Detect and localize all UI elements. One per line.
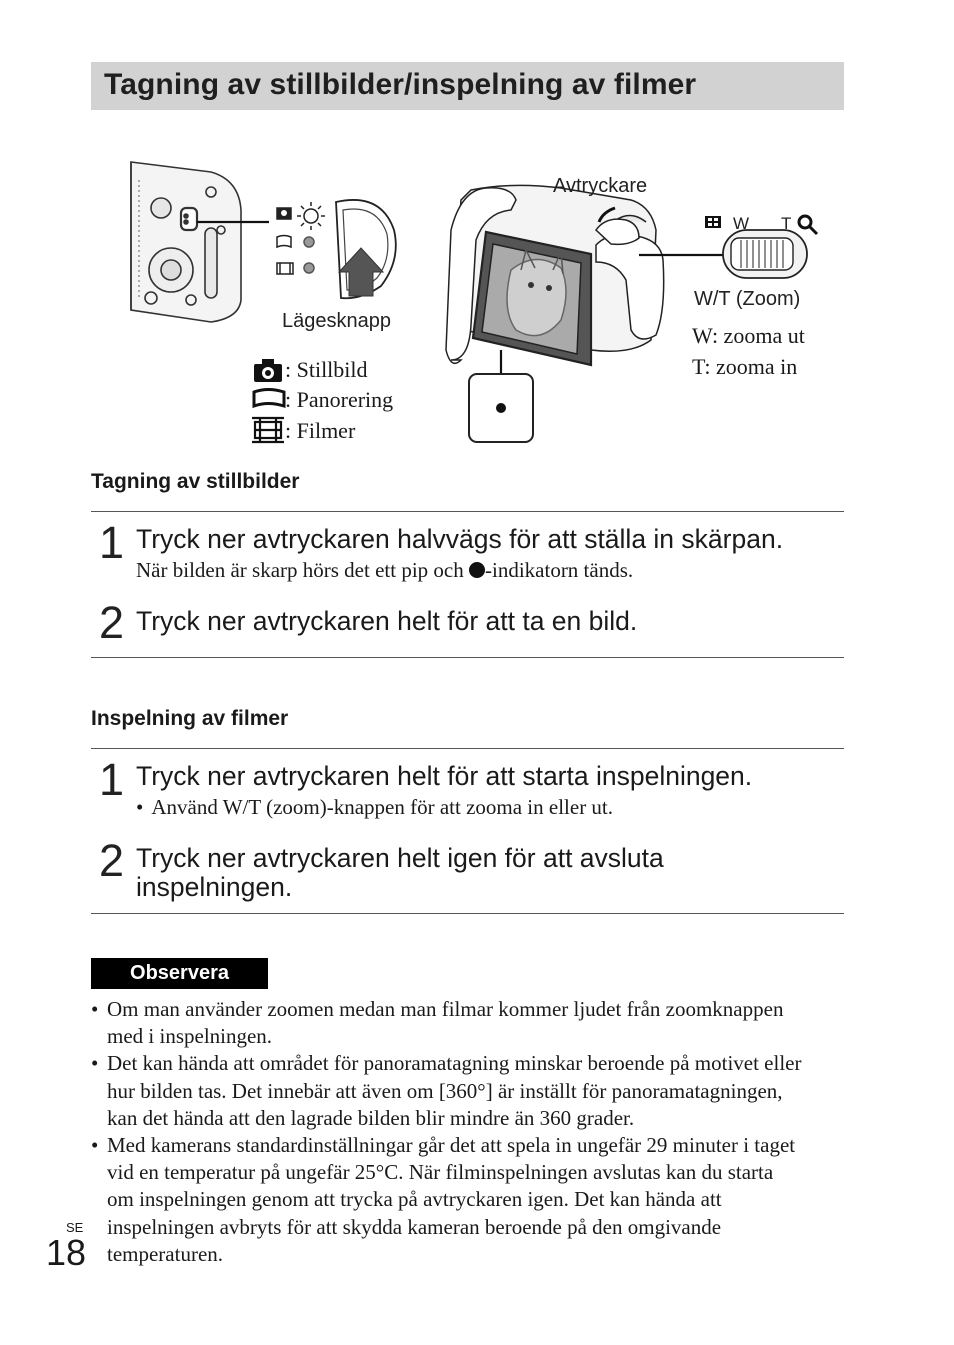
divider: [91, 511, 844, 512]
step-text: Tryck ner avtryckaren halvvägs för att ställa in skärpan.: [136, 524, 784, 554]
line: inspelningen avbryts för att skydda kameran beroende på den omgivande: [107, 1214, 722, 1239]
divider: [91, 913, 844, 914]
step-text-line: inspelningen.: [136, 872, 293, 902]
step-note-text: När bilden är skarp hörs det ett pip och: [136, 558, 469, 582]
list-item: [91, 1132, 851, 1268]
mode-label-panorama: : Panorering: [285, 387, 394, 412]
note-label-bar: [91, 958, 268, 989]
note-list: [91, 996, 851, 1268]
note-label: Observera: [130, 962, 229, 984]
zoom-t-desc: T: zooma in: [692, 354, 798, 379]
focus-indicator-callout: [469, 374, 533, 442]
step-text: Tryck ner avtryckaren helt för att ta en bild.: [136, 606, 638, 636]
list-item: [91, 996, 851, 1050]
grid-view-icon: [705, 216, 721, 228]
mode-indicator-icons: [277, 202, 325, 274]
step-note-text: Använd W/T (zoom)-knappen för att zooma in eller ut.: [151, 795, 614, 819]
zoom-t-letter: T: [781, 214, 792, 233]
mode-button-label: Lägesknapp: [282, 310, 391, 332]
step-note: [136, 795, 613, 820]
camera-icon: [254, 359, 282, 382]
bullet: •: [91, 1051, 99, 1076]
focus-dot-icon: [469, 562, 485, 578]
zoom-lever: [723, 230, 807, 278]
bullet: •: [91, 1133, 99, 1158]
language-code: SE: [66, 1220, 84, 1235]
page-number: 18: [46, 1232, 87, 1273]
zoom-w-desc: W: zooma ut: [692, 323, 805, 348]
step-note: [136, 558, 633, 583]
magnifier-icon: [799, 216, 817, 234]
line: temperaturen.: [107, 1241, 224, 1266]
camera-top-view: [131, 162, 241, 322]
mode-label-still: : Stillbild: [285, 357, 368, 382]
page-title: Tagning av stillbilder/inspelning av filmer: [104, 68, 697, 101]
film-icon: [252, 418, 284, 442]
page-title-bar: [91, 62, 844, 110]
zoom-lever-label: W/T (Zoom): [694, 288, 801, 310]
line: kan det hända att den lagrade bilden blir mindre än 360 grader.: [107, 1105, 635, 1130]
step-number: 1: [99, 754, 125, 805]
divider: [91, 748, 844, 749]
step-text: Tryck ner avtryckaren helt för att starta inspelningen.: [136, 761, 753, 791]
movie-heading: Inspelning av filmer: [91, 707, 289, 730]
shutter-label: Avtryckare: [553, 175, 648, 197]
camera-illustration: [91, 150, 851, 450]
step-note-text: -indikatorn tänds.: [485, 558, 634, 582]
line: med i inspelningen.: [107, 1024, 273, 1049]
step-number: 2: [99, 835, 125, 886]
line: om inspelningen genom att trycka på avtryckaren igen. Det kan hända att: [107, 1187, 722, 1212]
line: Om man använder zoomen medan man filmar kommer ljudet från zoomknappen: [107, 997, 784, 1021]
step-number: 1: [99, 517, 125, 568]
zoom-w-letter: W: [733, 214, 750, 233]
step-text-line: Tryck ner avtryckaren helt igen för att avsluta: [136, 843, 664, 873]
mode-label-movie: : Filmer: [285, 418, 356, 443]
mode-button: [336, 200, 396, 298]
step-number: 2: [99, 597, 125, 648]
line: hur bilden tas. Det innebär att även om [360°] är inställt för panoramatagningen,: [107, 1078, 783, 1103]
still-heading: Tagning av stillbilder: [91, 470, 300, 493]
panorama-icon: [254, 390, 284, 407]
line: Med kamerans standardinställningar går det att spela in ungefär 29 minuter i taget: [107, 1133, 796, 1158]
list-item: [91, 1050, 851, 1132]
divider: [91, 657, 844, 658]
bullet: •: [91, 997, 99, 1021]
bullet: •: [136, 795, 144, 819]
line: vid en temperatur på ungefär 25°C. När filminspelningen avslutas kan du starta: [107, 1160, 774, 1185]
line: Det kan hända att området för panoramatagning minskar beroende på motivet eller: [107, 1051, 802, 1076]
